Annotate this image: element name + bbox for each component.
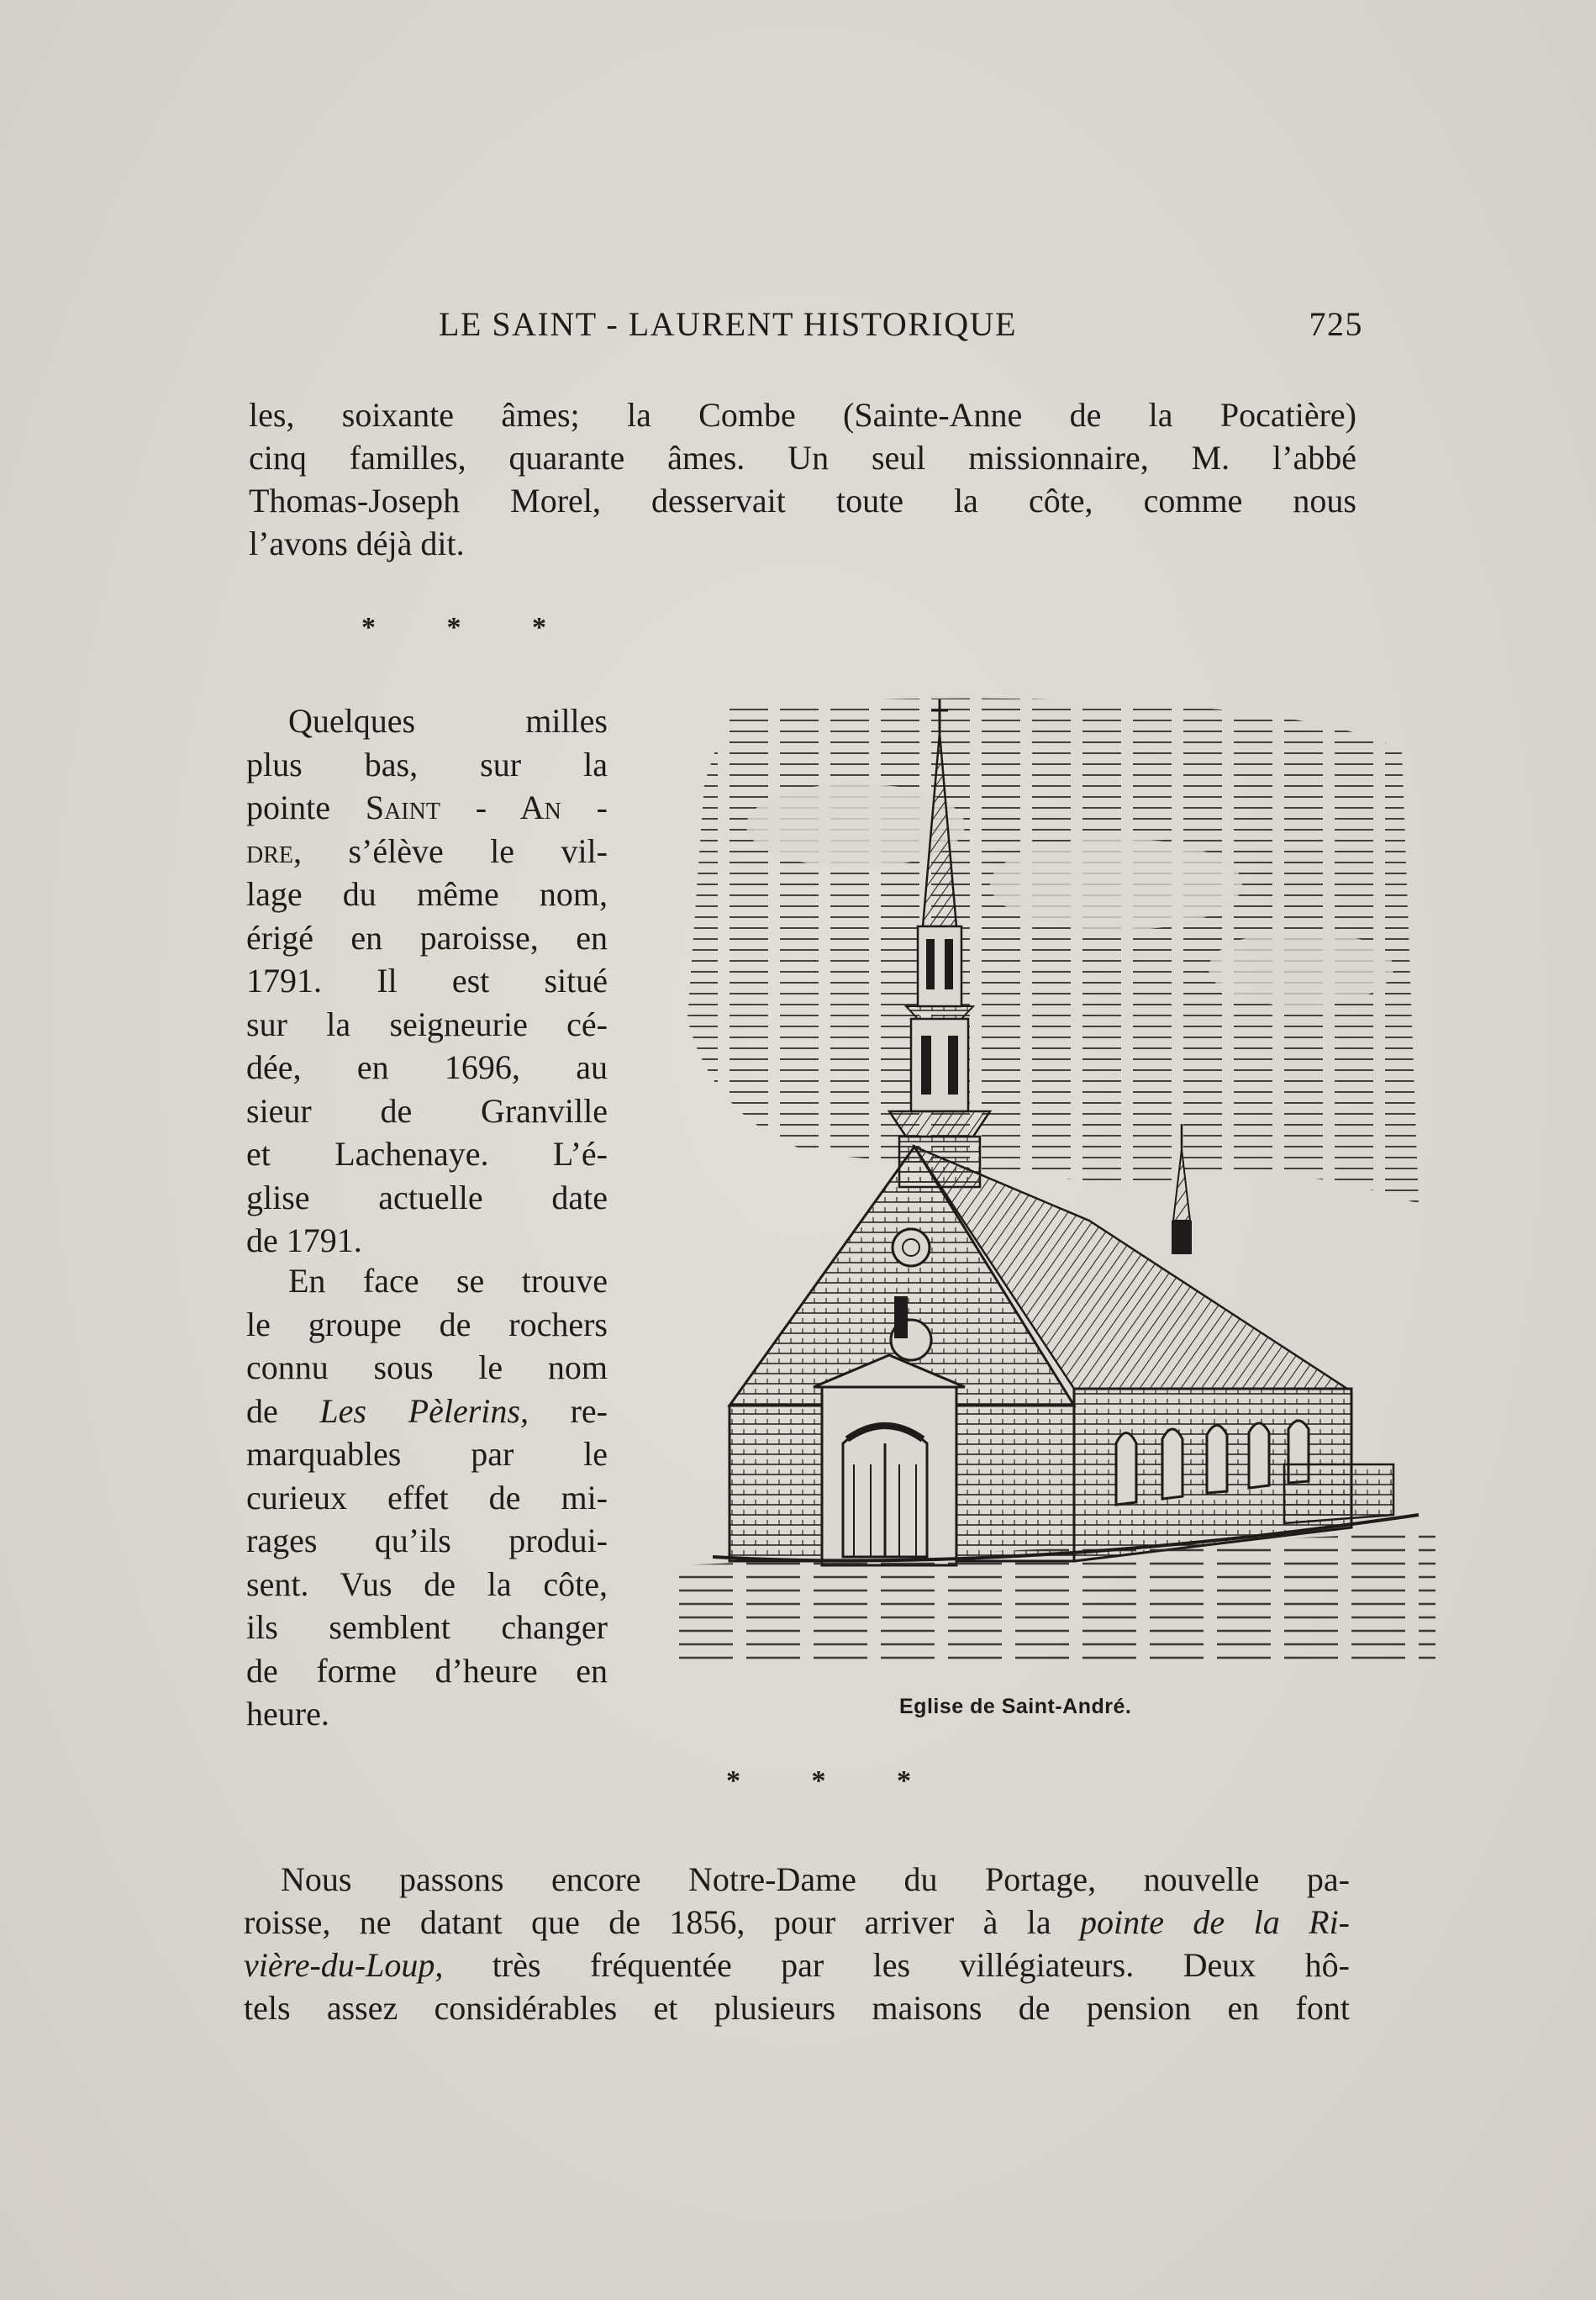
text-fragment: très fréquentée par les villégiateurs. Deux hô- [492, 1946, 1350, 1984]
text-line: de forme d’heure en [246, 1651, 608, 1690]
text-line: plus bas, sur la [246, 745, 608, 783]
italic-place-name: pointe de la Ri- [1080, 1903, 1351, 1941]
text-line: sur la seigneurie cé- [246, 1005, 608, 1043]
text-line: rages qu’ils produi- [246, 1522, 608, 1559]
text-line: connu sous le nom [246, 1348, 608, 1386]
text-line [246, 830, 608, 873]
place-name: Saint - An - [365, 789, 608, 826]
text-line: Thomas-Joseph Morel, desservait toute la côte, comme nous [249, 482, 1356, 520]
text-line: sieur de Granville [246, 1091, 608, 1130]
text-line: Nous passons encore Notre-Dame du Portage, nouvelle pa- [281, 1860, 1350, 1898]
text-fragment: pointe [246, 789, 330, 826]
text-line: de 1791. [246, 1221, 362, 1259]
text-line: Quelques milles [288, 702, 608, 740]
text-line: cinq familles, quarante âmes. Un seul missionnaire, M. l’abbé [249, 439, 1356, 477]
italic-place-name: vière-du-Loup, [244, 1946, 444, 1984]
place-name: dre [246, 831, 293, 870]
text-line: l’avons déjà dit. [249, 525, 465, 562]
text-line: heure. [246, 1695, 329, 1733]
text-fragment: , s’élève le vil- [293, 831, 608, 870]
text-line: et Lachenaye. L’é- [246, 1135, 608, 1173]
italic-place-name: Les Pèlerins, [319, 1391, 529, 1430]
text-line: dée, en 1696, au [246, 1048, 608, 1086]
text-line [246, 786, 608, 830]
figure-caption: Eglise de Saint-André. [899, 1695, 1132, 1718]
text-line [246, 1390, 608, 1433]
text-line: tels assez considérables et plusieurs maisons de pension en font [244, 1989, 1350, 2027]
text-line [244, 1901, 1350, 1944]
text-line: marquables par le [246, 1435, 608, 1473]
text-line: curieux effet de mi- [246, 1478, 608, 1517]
left-column-paragraph-2 [246, 1259, 608, 1736]
text-line: 1791. Il est situé [246, 962, 608, 1000]
text-fragment: re- [570, 1391, 608, 1430]
text-line [244, 1944, 1350, 1986]
text-fragment: roisse, ne datant que de 1856, pour arriver à la [244, 1903, 1051, 1941]
section-separator: * * * [361, 612, 578, 643]
running-header [439, 304, 1363, 355]
section-separator: * * * [726, 1765, 943, 1796]
text-line: érigé en paroisse, en [246, 918, 608, 957]
church-engraving [679, 683, 1435, 1691]
text-line: le groupe de rochers [246, 1305, 608, 1343]
text-line: glise actuelle date [246, 1178, 608, 1216]
text-line: sent. Vus de la côte, [246, 1564, 608, 1603]
text-fragment: de [246, 1391, 278, 1430]
top-paragraph [249, 393, 1356, 565]
bottom-paragraph [244, 1858, 1350, 2029]
text-line: lage du même nom, [246, 875, 608, 913]
page-number: 725 [1309, 305, 1363, 343]
text-line: les, soixante âmes; la Combe (Sainte-Anne de la Pocatière) [249, 396, 1356, 434]
text-line: ils semblent changer [246, 1608, 608, 1646]
left-column-paragraph-1 [246, 699, 608, 1263]
text-line: En face se trouve [288, 1262, 608, 1300]
running-title: LE SAINT - LAURENT HISTORIQUE [439, 305, 1017, 343]
